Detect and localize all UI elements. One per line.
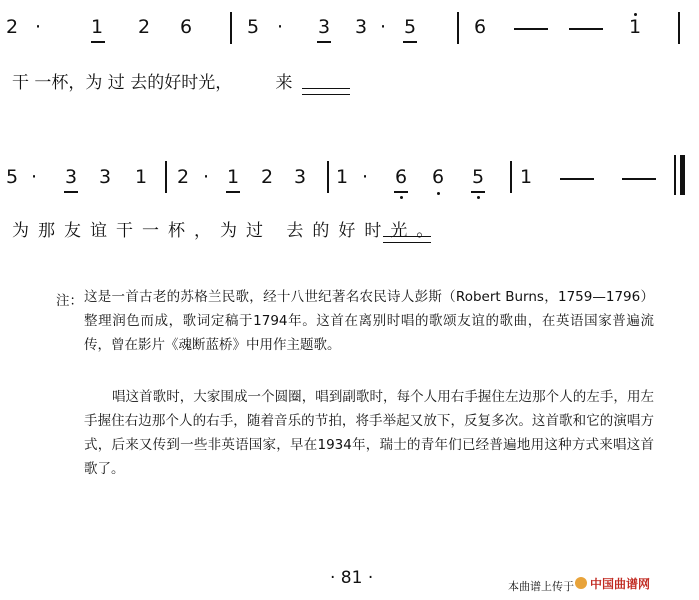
augmentation-dot: · — [34, 16, 42, 38]
note: 1 — [519, 166, 533, 188]
final-barline-thin — [674, 155, 676, 195]
eighth-underline — [91, 41, 105, 43]
augmentation-dot: · — [361, 166, 369, 188]
hold-dash — [622, 178, 656, 180]
note-low: 6 — [394, 166, 408, 188]
augmentation-dot: · — [202, 166, 210, 188]
lyric-double-underline — [383, 236, 431, 243]
eighth-underline — [403, 41, 417, 43]
barline — [457, 12, 459, 44]
note: 3 — [354, 16, 368, 38]
barline — [510, 161, 512, 193]
site-logo-icon — [575, 577, 587, 589]
note: 2 — [5, 16, 19, 38]
note: 2 — [137, 16, 151, 38]
annotation-label: 注： — [56, 293, 83, 309]
eighth-underline — [394, 191, 408, 193]
note-low: 5 — [471, 166, 485, 188]
lyric-line-1: 干 一杯，为 过 去的好时光， 来 — [12, 73, 293, 93]
page-number: · 81 · — [330, 568, 374, 588]
note: 5 — [5, 166, 19, 188]
barline — [230, 12, 232, 44]
augmentation-dot: · — [30, 166, 38, 188]
barline — [327, 161, 329, 193]
eighth-underline — [317, 41, 331, 43]
note: 2 — [176, 166, 190, 188]
octave-dot-below — [477, 196, 480, 199]
note-high: 1 — [628, 16, 642, 38]
barline — [678, 12, 680, 44]
note: 5 — [246, 16, 260, 38]
hold-dash — [560, 178, 594, 180]
note: 3 — [293, 166, 307, 188]
octave-dot-below — [437, 192, 440, 195]
annotation-paragraph-1: 这是一首古老的苏格兰民歌，经十八世纪著名农民诗人彭斯（Robert Burns，1759—1796）整理润色而成，歌词定稿于1794年。这首在离别时唱的歌颂友谊的歌曲，在英语国家普遍流传，曾在影片《魂断蓝桥》中用作主题歌。 — [84, 289, 654, 353]
eighth-underline — [471, 191, 485, 193]
eighth-underline — [64, 191, 78, 193]
note: 5 — [403, 16, 417, 38]
barline — [165, 161, 167, 193]
note: 2 — [260, 166, 274, 188]
lyric-double-underline — [302, 88, 350, 95]
lyric-line-2: 为那友谊干一杯，为过 去的好时光。 — [12, 221, 443, 241]
octave-dot-above — [634, 13, 637, 16]
hold-dash — [514, 28, 548, 30]
note: 1 — [335, 166, 349, 188]
note: 1 — [90, 16, 104, 38]
hold-dash — [569, 28, 603, 30]
augmentation-dot: · — [379, 16, 387, 38]
note: 1 — [226, 166, 240, 188]
eighth-underline — [226, 191, 240, 193]
site-name[interactable]: 中国曲谱网 — [590, 577, 651, 591]
note: 3 — [317, 16, 331, 38]
final-barline-thick — [680, 155, 685, 195]
note-low: 6 — [431, 166, 445, 188]
note: 3 — [64, 166, 78, 188]
note: 6 — [179, 16, 193, 38]
note: 3 — [98, 166, 112, 188]
augmentation-dot: · — [276, 16, 284, 38]
note: 1 — [134, 166, 148, 188]
note: 6 — [473, 16, 487, 38]
upload-note: 本曲谱上传于 — [508, 580, 574, 593]
octave-dot-below — [400, 196, 403, 199]
annotation-paragraph-2: 唱这首歌时，大家围成一个圆圈，唱到副歌时，每个人用右手握住左边那个人的左手，用左手握住右边那个人的右手，随着音乐的节拍，将手举起又放下，反复多次。这首歌和它的演唱方式，后来又传到一些非英语国家，早在1934年，瑞士的青年们已经普遍地用这种方式来唱这首歌了。 — [84, 389, 654, 477]
